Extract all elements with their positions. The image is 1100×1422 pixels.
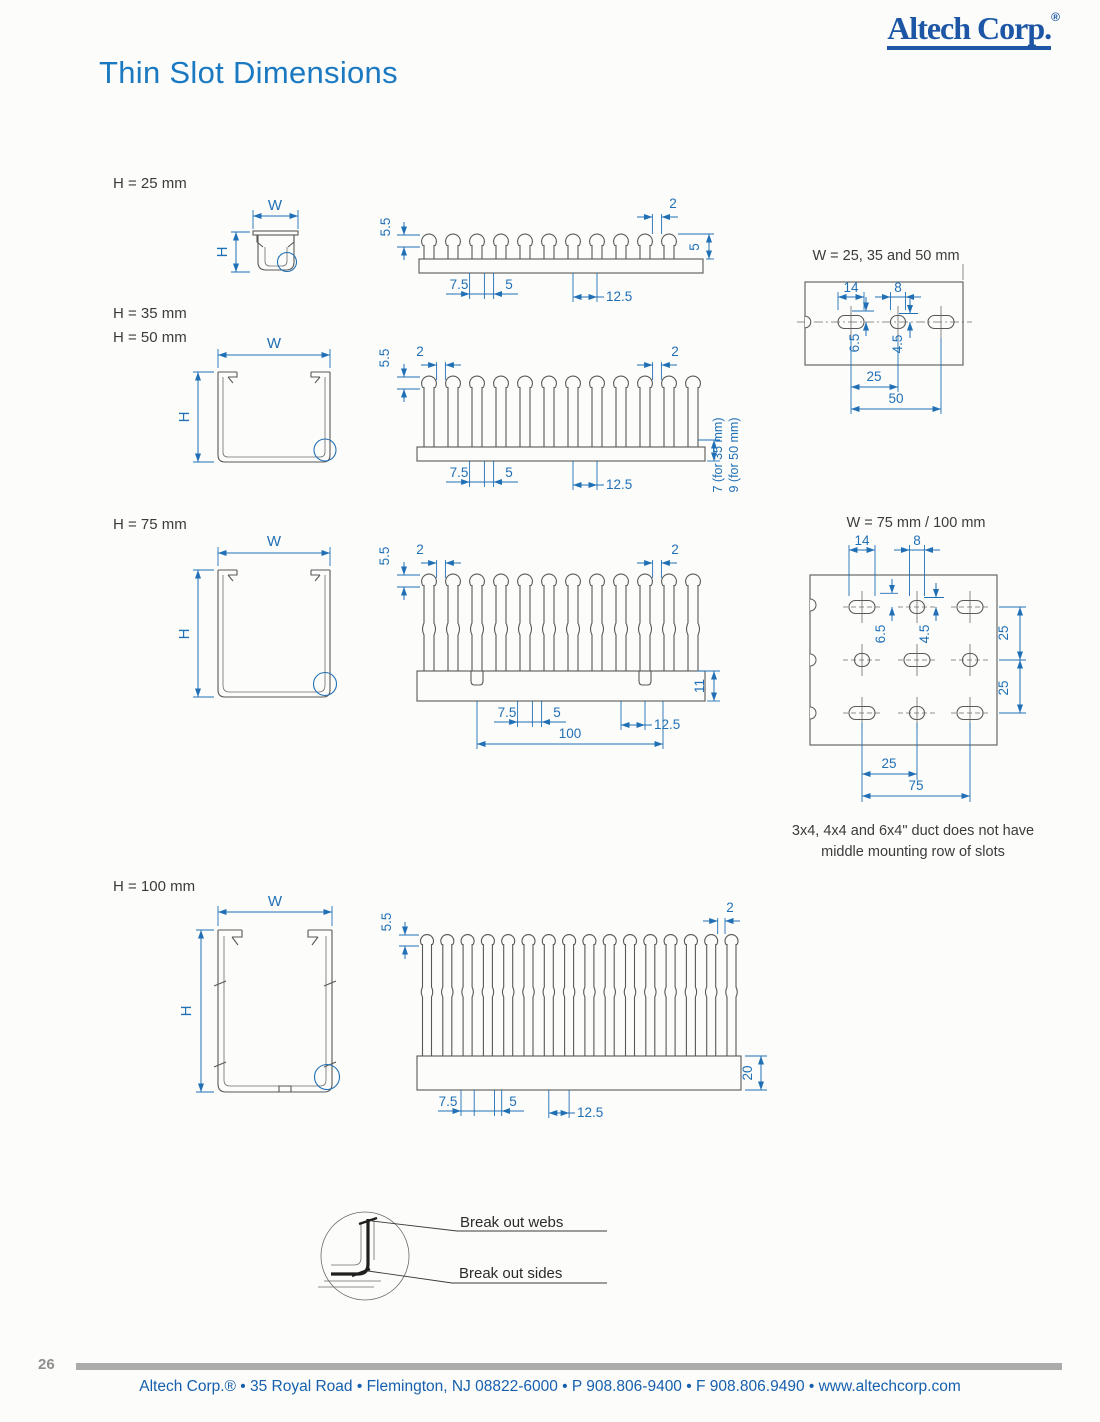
dim-offset-long: 6.5 xyxy=(873,624,888,644)
width-label: W xyxy=(266,335,282,352)
corner-detail-circle xyxy=(315,1065,340,1090)
h100-cross-section-drawing xyxy=(178,893,340,1092)
dim-foot-depth: 11 xyxy=(692,678,707,694)
pattern-note-line2: middle mounting row of slots xyxy=(821,844,1005,860)
section-label-h35: H = 35 mm xyxy=(113,305,187,322)
dim-slot-width: 5 xyxy=(509,1094,517,1109)
height-label: H xyxy=(176,628,193,640)
dim-slot-top-width: 2 xyxy=(669,196,677,211)
registered-trademark-icon: ® xyxy=(1051,10,1060,24)
dim-base-50: 9 (for 50 mm) xyxy=(727,417,741,493)
dim-pitch: 12.5 xyxy=(654,717,681,732)
h75-cross-section-drawing xyxy=(176,533,337,697)
dim-offset-long: 6.5 xyxy=(847,333,862,353)
dim-slot-short: 8 xyxy=(894,280,902,295)
dim-span: 75 xyxy=(908,778,924,793)
dim-slot-top-width-right: 2 xyxy=(671,344,679,359)
dim-pitch: 12.5 xyxy=(577,1105,604,1120)
dim-row-gap-top: 25 xyxy=(996,625,1011,641)
company-logo-text: Altech Corp. xyxy=(887,12,1051,50)
h25-slot-profile-drawing xyxy=(378,196,714,304)
dim-base-height: 20 xyxy=(740,1065,755,1081)
pattern-note-line1: 3x4, 4x4 and 6x4" duct does not have xyxy=(791,823,1035,839)
mounting-pattern-w25-drawing xyxy=(797,248,972,414)
h100-slot-profile-drawing xyxy=(379,900,767,1120)
dim-offset-short: 4.5 xyxy=(917,624,932,644)
pattern-title-w75: W = 75 mm / 100 mm xyxy=(846,515,986,531)
dim-slot-top-width-right: 2 xyxy=(671,542,679,557)
pattern-title-w25: W = 25, 35 and 50 mm xyxy=(812,248,960,264)
dim-offset-short: 4.5 xyxy=(890,334,905,354)
dim-span: 50 xyxy=(888,391,904,406)
breakout-sides-label: Break out sides xyxy=(459,1265,563,1282)
page-title: Thin Slot Dimensions xyxy=(99,55,398,90)
dim-pitch: 12.5 xyxy=(606,289,633,304)
h25-cross-section-drawing xyxy=(214,197,298,272)
dim-base-35: 7 (for 35 mm) xyxy=(711,417,725,493)
dim-web: 7.5 xyxy=(449,277,469,292)
dim-slot-long: 14 xyxy=(843,280,859,295)
dim-slot-top-width-left: 2 xyxy=(416,344,424,359)
dim-slot-width: 5 xyxy=(505,465,513,480)
width-label: W xyxy=(267,197,283,214)
section-h100 xyxy=(113,878,767,1120)
mounting-pattern-w75-drawing xyxy=(792,515,1034,860)
dim-row-gap-bottom: 25 xyxy=(996,680,1011,696)
section-label-h75: H = 75 mm xyxy=(113,516,187,533)
section-label-h25: H = 25 mm xyxy=(113,175,187,192)
width-label: W xyxy=(266,533,282,550)
footer-contact-line: Altech Corp.® • 35 Royal Road • Flemington, NJ 08822-6000 • P 908.806-9400 • F 908.806.9490 • www.altechcorp.com xyxy=(139,1378,961,1395)
dim-slot-top-width: 2 xyxy=(726,900,734,915)
height-label: H xyxy=(176,411,193,423)
page-number: 26 xyxy=(38,1356,55,1373)
breakout-detail-drawing xyxy=(318,1212,607,1300)
h35-50-cross-section-drawing xyxy=(176,335,336,462)
section-h25 xyxy=(113,175,714,304)
dim-top-offset: 5.5 xyxy=(378,217,393,237)
dim-span: 100 xyxy=(558,726,582,741)
dim-slot-short: 8 xyxy=(913,533,921,548)
dim-slot-width: 5 xyxy=(505,277,513,292)
dim-top-offset: 5.5 xyxy=(377,546,392,566)
dim-slot-long: 14 xyxy=(854,533,870,548)
dim-col-gap: 25 xyxy=(881,756,897,771)
h75-slot-profile-drawing xyxy=(377,542,720,749)
h35-50-slot-profile-drawing xyxy=(377,344,741,493)
height-label: H xyxy=(214,246,231,258)
dim-web: 7.5 xyxy=(449,465,469,480)
section-h35-h50 xyxy=(113,305,741,493)
dim-slot-top-width-left: 2 xyxy=(416,542,424,557)
dim-web: 7.5 xyxy=(497,705,517,720)
dim-pitch: 12.5 xyxy=(606,477,633,492)
section-h75 xyxy=(113,516,720,749)
dim-web: 7.5 xyxy=(438,1094,458,1109)
section-label-h100: H = 100 mm xyxy=(113,878,196,895)
dim-head-height: 5 xyxy=(687,243,702,251)
breakout-webs-label: Break out webs xyxy=(460,1214,564,1231)
dim-slot-width: 5 xyxy=(553,705,561,720)
height-label: H xyxy=(178,1005,195,1017)
dim-top-offset: 5.5 xyxy=(377,348,392,368)
width-label: W xyxy=(267,893,283,910)
footer-divider-bar xyxy=(76,1363,1062,1370)
dim-top-offset: 5.5 xyxy=(379,912,394,932)
section-label-h50: H = 50 mm xyxy=(113,329,187,346)
dim-spacing: 25 xyxy=(866,369,882,384)
